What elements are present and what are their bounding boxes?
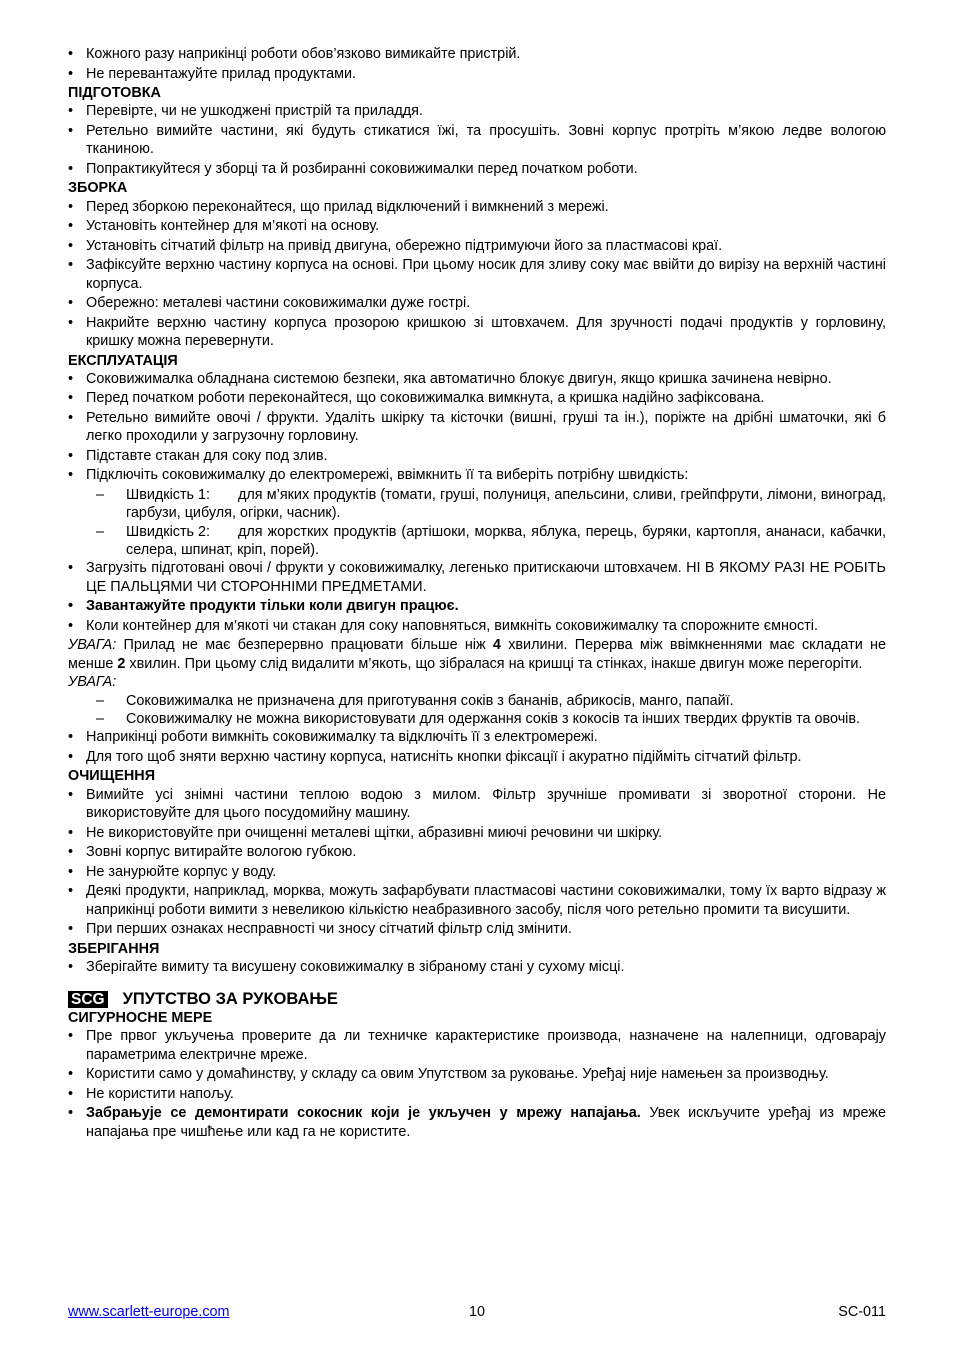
list-item: • Підключіть соковижималку до електромережі, ввімкнить її та виберіть потрібну швидкість:: [68, 466, 886, 484]
list-item: • Зберігайте вимиту та висушену соковижималку в зібраному стані у сухому місці.: [68, 958, 886, 976]
section-heading-cleaning: ОЧИЩЕННЯ: [68, 768, 156, 785]
list-item: • Попрактикуйтеся у зборці та й розбиранні соковижималки перед початком роботи.: [68, 160, 886, 178]
list-item: • Соковижималка обладнана системою безпеки, яка автоматично блокує двигун, якщо кришка зачинена невірно.: [68, 370, 886, 388]
list-item: • Вимийте усі знімні частини теплою водою з милом. Фільтр зручніше промивати зі зворотної сторони. Не використовуйте для цього посудомийну машину.: [68, 786, 886, 823]
list-item: • Кожного разу наприкінці роботи обов’язково вимикайте пристрій.: [68, 45, 886, 63]
language-section-title: [68, 990, 886, 1008]
section-heading-safety: СИГУРНОСНЕ МЕРЕ: [68, 1009, 213, 1026]
list-item: • Установіть сітчатий фільтр на привід двигуна, обережно підтримуючи його за пластмасові краї.: [68, 237, 886, 255]
list-item: • Коли контейнер для м’якоті чи стакан для соку наповняться, вимкніть соковижималку та спорожните ємності.: [68, 617, 886, 635]
list-item: • Пре првог укључења проверите да ли техничке карактеристике производа, назначене на налепници, одговарају параметрима електричне мреже.: [68, 1027, 886, 1064]
section-title: УПУТСТВО ЗА РУКОВАЊЕ: [122, 990, 338, 1009]
speed-text: для м’яких продуктів (томати, груші, полуниця, апельсини, сливи, грейпфрути, лімони, виноград, гарбузи, цибуля, огірки, часник).: [126, 486, 886, 522]
list-item: • Не використовуйте при очищенні металеві щітки, абразивні миючі речовини чи шкірку.: [68, 824, 886, 842]
model-code: SC-011: [838, 1304, 886, 1320]
dash-item: – Соковижималка не призначена для приготування соків з бананів, абрикосів, манго, папайї.: [68, 692, 886, 710]
page-number: 10: [468, 1304, 485, 1320]
dash-item: – Соковижималку не можна використовувати для одержання соків з кокосів та інших твердих фруктів та овочів.: [68, 710, 886, 728]
section-heading-preparation: ПІДГОТОВКА: [68, 85, 161, 101]
language-badge: SCG: [68, 991, 108, 1008]
speed-text: для жорстких продуктів (артішоки, морква, яблука, перець, буряки, картопля, ананаси, кабачки, селера, шпинат, кріп, порей).: [126, 523, 886, 559]
list-item: • Перед початком роботи переконайтеся, що соковижималка вимкнута, а кришка надійно зафіксована.: [68, 389, 886, 407]
list-item: • Ретельно вимийте овочі / фрукти. Удаліть шкірку та кісточки (вишні, груші та ін.), поріжте на дрібні шматочки, які б легко проходили у загрузочну горловину.: [68, 409, 886, 446]
list-item: • Зовні корпус витирайте вологою губкою.: [68, 843, 886, 861]
list-item: • Накрийте верхню частину корпуса прозорою кришкою зі штовхачем. Для зручності подачі продуктів у горловину, кришку можна перевернути.: [68, 314, 886, 351]
speed-label: Швидкість 1:: [126, 486, 211, 503]
list-item-bold: • Завантажуйте продукти тільки коли двигун працює.: [68, 597, 886, 615]
list-item: • Підставте стакан для соку под злив.: [68, 447, 886, 465]
warning-label: УВАГА:: [68, 637, 117, 654]
section-heading-assembly: ЗБОРКА: [68, 180, 128, 197]
document-body: [68, 45, 886, 1142]
list-item: • Користити само у домаћинству, у складу са овим Упутством за руковање. Уређај није намењен за производњу.: [68, 1065, 886, 1083]
list-item: • Не користити напољу.: [68, 1085, 886, 1103]
list-item: • Перед зборкою переконайтеся, що прилад відключений і вимкнений з мережі.: [68, 198, 886, 216]
list-item: • Перевірте, чи не ушкоджені пристрій та приладдя.: [68, 102, 886, 120]
speed-item: [68, 523, 886, 560]
list-item: • Для того щоб зняти верхню частину корпуса, натисніть кнопки фіксації і акуратно підійміть сітчатий фільтр.: [68, 748, 886, 766]
speed-label: Швидкість 2:: [126, 523, 211, 540]
list-item: • Зафіксуйте верхню частину корпуса на основі. При цьому носик для зливу соку має ввійти до вирізу на верхній частині корпуса.: [68, 256, 886, 293]
list-item: • При перших ознаках несправності чи зносу сітчатий фільтр слід змінити.: [68, 920, 886, 938]
warning-paragraph: УВАГА: Прилад не має безперервно працювати більше ніж 4 хвилини. Перерва між ввімкненнями має складати не менше 2 хвилин. При цьому слід видалити м’якоть, що зібралася на кришці та стінках, інакше двигун може перегоріти.: [68, 637, 886, 672]
list-item: • Забрањује се демонтирати сокосник који је укључен у мрежу напајања. Увек искључите уређај из мреже напајања пре чишћење или кад га не користите.: [68, 1104, 886, 1141]
list-item: • Обережно: металеві частини соковижималки дуже гострі.: [68, 294, 886, 312]
list-item: • Загрузіть підготовані овочі / фрукти у соковижималку, легенько притискаючи штовхачем. НІ В ЯКОМУ РАЗІ НЕ РОБІТЬ ЦЕ ПАЛЬЦЯМИ ЧИ СТОРОННІМИ ПРЕДМЕТАМИ.: [68, 559, 886, 596]
list-item: • Ретельно вимийте частини, які будуть стикатися їжі, та просушіть. Зовні корпус протріть м’якою ледве вологою тканиною.: [68, 122, 886, 159]
list-item: • Наприкінці роботи вимкніть соковижималку та відключіть її з електромережі.: [68, 728, 886, 746]
list-item: • Деякі продукти, наприклад, морква, можуть зафарбувати пластмасові частини соковижималки, тому їх варто відразу ж наприкінці роботи вимити з невеликою кількістю неабразивного засобу, після чого ретельно промити та висушити.: [68, 882, 886, 919]
warning-label: УВАГА:: [68, 674, 117, 691]
section-heading-storage: ЗБЕРІГАННЯ: [68, 940, 160, 957]
website-link[interactable]: www.scarlett-europe.com: [68, 1304, 230, 1320]
list-item: • Не перевантажуйте прилад продуктами.: [68, 65, 886, 83]
speed-item: [68, 486, 886, 523]
list-item: • Не занурюйте корпус у воду.: [68, 863, 886, 881]
intro-list: [68, 45, 886, 83]
list-item: • Установіть контейнер для м’якоті на основу.: [68, 217, 886, 235]
section-heading-operation: ЕКСПЛУАТАЦІЯ: [68, 352, 178, 369]
